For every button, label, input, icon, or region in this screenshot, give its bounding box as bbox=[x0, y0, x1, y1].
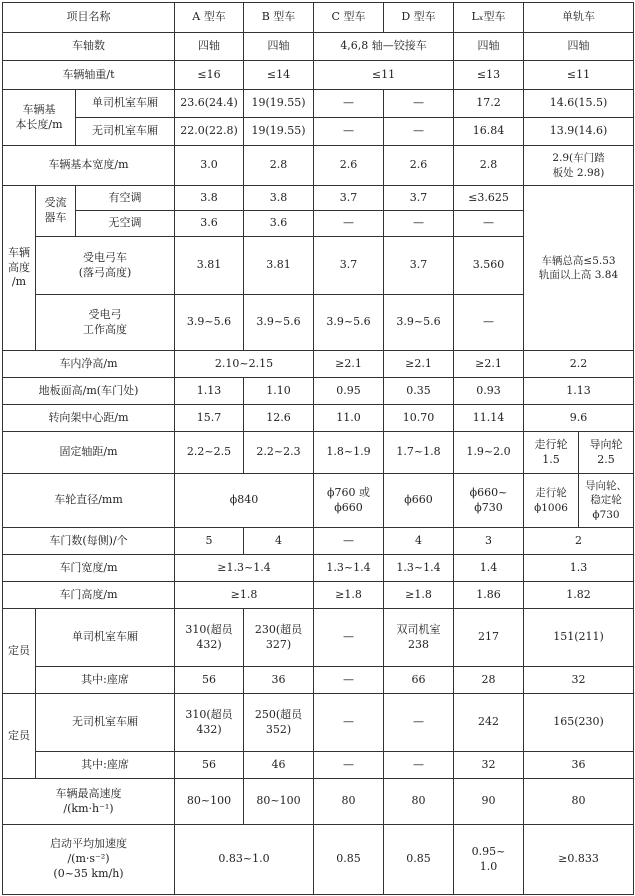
cell: — bbox=[314, 694, 384, 752]
group-label: 车辆 高度 /m bbox=[3, 186, 36, 351]
cell: 0.95~ 1.0 bbox=[454, 825, 524, 895]
cell: 双司机室 238 bbox=[384, 609, 454, 667]
group-label: 车辆基 本长度/m bbox=[3, 90, 76, 146]
cell: ≤13 bbox=[454, 61, 524, 90]
cell: 2.8 bbox=[244, 146, 314, 186]
cell: — bbox=[384, 752, 454, 779]
row-label: 单司机室车厢 bbox=[76, 90, 175, 118]
cell: 32 bbox=[524, 667, 634, 694]
cell: 80 bbox=[524, 779, 634, 825]
header-type-d: D 型车 bbox=[384, 3, 454, 33]
row-label: 其中:座席 bbox=[36, 667, 175, 694]
cell: 151(211) bbox=[524, 609, 634, 667]
table-row bbox=[3, 378, 634, 405]
row-label: 其中:座席 bbox=[36, 752, 175, 779]
cell: 1.4 bbox=[454, 555, 524, 582]
cell: 80 bbox=[384, 779, 454, 825]
cell: 2.6 bbox=[314, 146, 384, 186]
cell: 3.9~5.6 bbox=[175, 295, 244, 351]
cell: — bbox=[314, 528, 384, 555]
cell: 0.83~1.0 bbox=[175, 825, 314, 895]
cell: ≥0.833 bbox=[524, 825, 634, 895]
table-row bbox=[3, 667, 634, 694]
header-type-l: Lₓ型车 bbox=[454, 3, 524, 33]
cell: 80~100 bbox=[175, 779, 244, 825]
cell: 14.6(15.5) bbox=[524, 90, 634, 118]
cell: 165(230) bbox=[524, 694, 634, 752]
cell: 19(19.55) bbox=[244, 90, 314, 118]
cell: 0.93 bbox=[454, 378, 524, 405]
cell: 15.7 bbox=[175, 405, 244, 432]
cell: 13.9(14.6) bbox=[524, 118, 634, 146]
row-label: 转向架中心距/m bbox=[3, 405, 175, 432]
cell: 56 bbox=[175, 752, 244, 779]
cell: 56 bbox=[175, 667, 244, 694]
cell: ≥1.8 bbox=[314, 582, 384, 609]
cell: ϕ760 或 ϕ660 bbox=[314, 474, 384, 528]
row-label: 无空调 bbox=[76, 211, 175, 237]
table-row bbox=[3, 825, 634, 895]
table-row bbox=[3, 33, 634, 61]
cell: 9.6 bbox=[524, 405, 634, 432]
cell: 3.8 bbox=[175, 186, 244, 211]
cell: 3.0 bbox=[175, 146, 244, 186]
row-label: 启动平均加速度 /(m·s⁻²) (0~35 km/h) bbox=[3, 825, 175, 895]
cell: — bbox=[314, 90, 384, 118]
cell: 11.0 bbox=[314, 405, 384, 432]
row-label: 车辆最高速度 /(km·h⁻¹) bbox=[3, 779, 175, 825]
cell: — bbox=[454, 211, 524, 237]
cell: ϕ660 bbox=[384, 474, 454, 528]
header-type-a: A 型车 bbox=[175, 3, 244, 33]
cell: 2.8 bbox=[454, 146, 524, 186]
cell: 2.9(车门踏 板处 2.98) bbox=[524, 146, 634, 186]
cell: 310(超员 432) bbox=[175, 609, 244, 667]
table-row bbox=[3, 555, 634, 582]
cell: 4 bbox=[384, 528, 454, 555]
cell: 1.3~1.4 bbox=[384, 555, 454, 582]
cell: ϕ660~ ϕ730 bbox=[454, 474, 524, 528]
row-label: 有空调 bbox=[76, 186, 175, 211]
row-label: 车辆基本宽度/m bbox=[3, 146, 175, 186]
table-row bbox=[3, 90, 634, 118]
subgroup-label: 受流 器车 bbox=[36, 186, 76, 237]
table-row bbox=[3, 582, 634, 609]
cell: 3.8 bbox=[244, 186, 314, 211]
cell: ≤11 bbox=[524, 61, 634, 90]
cell: 3.7 bbox=[384, 237, 454, 295]
row-label: 单司机室车厢 bbox=[36, 609, 175, 667]
cell: ≤11 bbox=[314, 61, 454, 90]
cell: 3.7 bbox=[384, 186, 454, 211]
header-item: 项目名称 bbox=[3, 3, 175, 33]
cell: — bbox=[314, 118, 384, 146]
row-label: 无司机室车厢 bbox=[76, 118, 175, 146]
row-label: 车门数(每侧)/个 bbox=[3, 528, 175, 555]
group-label: 定员 bbox=[3, 694, 36, 779]
cell: 17.2 bbox=[454, 90, 524, 118]
row-label: 受电弓 工作高度 bbox=[36, 295, 175, 351]
table-row bbox=[3, 186, 634, 211]
cell: 四轴 bbox=[244, 33, 314, 61]
cell: 36 bbox=[524, 752, 634, 779]
cell: — bbox=[314, 211, 384, 237]
cell: 0.35 bbox=[384, 378, 454, 405]
table-row bbox=[3, 779, 634, 825]
cell: 80 bbox=[314, 779, 384, 825]
cell: 5 bbox=[175, 528, 244, 555]
cell: — bbox=[314, 667, 384, 694]
cell: 3.6 bbox=[175, 211, 244, 237]
cell: 3.81 bbox=[244, 237, 314, 295]
cell: ≤3.625 bbox=[454, 186, 524, 211]
cell: 250(超员 352) bbox=[244, 694, 314, 752]
cell: ≥2.1 bbox=[314, 351, 384, 378]
cell: 80~100 bbox=[244, 779, 314, 825]
row-label: 车轴数 bbox=[3, 33, 175, 61]
cell: 217 bbox=[454, 609, 524, 667]
cell: 23.6(24.4) bbox=[175, 90, 244, 118]
cell: 1.86 bbox=[454, 582, 524, 609]
table-row bbox=[3, 351, 634, 378]
row-label: 固定轴距/m bbox=[3, 432, 175, 474]
cell: 1.13 bbox=[175, 378, 244, 405]
cell: 1.7~1.8 bbox=[384, 432, 454, 474]
table-row bbox=[3, 432, 634, 474]
cell: 四轴 bbox=[524, 33, 634, 61]
cell: 2.2 bbox=[524, 351, 634, 378]
table-row bbox=[3, 752, 634, 779]
header-monorail: 单轨车 bbox=[524, 3, 634, 33]
vehicle-spec-table bbox=[2, 2, 634, 895]
table-row bbox=[3, 146, 634, 186]
cell: ≥1.8 bbox=[175, 582, 314, 609]
cell: 导向轮、 稳定轮 ϕ730 bbox=[579, 474, 634, 528]
cell: 11.14 bbox=[454, 405, 524, 432]
cell: 1.13 bbox=[524, 378, 634, 405]
cell: 车辆总高≤5.53 轨面以上高 3.84 bbox=[524, 186, 634, 351]
cell: 310(超员 432) bbox=[175, 694, 244, 752]
cell: 2.6 bbox=[384, 146, 454, 186]
cell: 导向轮 2.5 bbox=[579, 432, 634, 474]
cell: 32 bbox=[454, 752, 524, 779]
cell: 28 bbox=[454, 667, 524, 694]
table-row bbox=[3, 528, 634, 555]
table-row bbox=[3, 609, 634, 667]
cell: 36 bbox=[244, 667, 314, 694]
cell: 1.9~2.0 bbox=[454, 432, 524, 474]
cell: 1.8~1.9 bbox=[314, 432, 384, 474]
row-label: 车辆轴重/t bbox=[3, 61, 175, 90]
cell: 走行轮 1.5 bbox=[524, 432, 579, 474]
cell: ≥2.1 bbox=[454, 351, 524, 378]
table-row bbox=[3, 474, 634, 528]
cell: — bbox=[384, 90, 454, 118]
cell: 3.9~5.6 bbox=[314, 295, 384, 351]
cell: 10.70 bbox=[384, 405, 454, 432]
cell: ≥2.1 bbox=[384, 351, 454, 378]
cell: ≤16 bbox=[175, 61, 244, 90]
row-label: 车门宽度/m bbox=[3, 555, 175, 582]
row-label: 车轮直径/mm bbox=[3, 474, 175, 528]
row-label: 受电弓车 (落弓高度) bbox=[36, 237, 175, 295]
cell: 12.6 bbox=[244, 405, 314, 432]
row-label: 无司机室车厢 bbox=[36, 694, 175, 752]
cell: 90 bbox=[454, 779, 524, 825]
row-label: 车内净高/m bbox=[3, 351, 175, 378]
cell: 3 bbox=[454, 528, 524, 555]
header-type-c: C 型车 bbox=[314, 3, 384, 33]
header-row bbox=[3, 3, 634, 33]
header-type-b: B 型车 bbox=[244, 3, 314, 33]
cell: 46 bbox=[244, 752, 314, 779]
cell: 66 bbox=[384, 667, 454, 694]
cell: 16.84 bbox=[454, 118, 524, 146]
cell: 3.81 bbox=[175, 237, 244, 295]
cell: 四轴 bbox=[175, 33, 244, 61]
cell: 2 bbox=[524, 528, 634, 555]
cell: 22.0(22.8) bbox=[175, 118, 244, 146]
cell: 3.560 bbox=[454, 237, 524, 295]
table-row bbox=[3, 694, 634, 752]
table-row bbox=[3, 118, 634, 146]
cell: — bbox=[314, 752, 384, 779]
group-label: 定员 bbox=[3, 609, 36, 694]
cell: 0.85 bbox=[314, 825, 384, 895]
cell: — bbox=[384, 211, 454, 237]
row-label: 地板面高/m(车门处) bbox=[3, 378, 175, 405]
cell: 2.10~2.15 bbox=[175, 351, 314, 378]
table-row bbox=[3, 61, 634, 90]
cell: ≥1.3~1.4 bbox=[175, 555, 314, 582]
cell: 3.6 bbox=[244, 211, 314, 237]
cell: 3.9~5.6 bbox=[244, 295, 314, 351]
cell: 3.9~5.6 bbox=[384, 295, 454, 351]
cell: 3.7 bbox=[314, 237, 384, 295]
cell: — bbox=[454, 295, 524, 351]
cell: 1.82 bbox=[524, 582, 634, 609]
cell: 走行轮 ϕ1006 bbox=[524, 474, 579, 528]
cell: 0.95 bbox=[314, 378, 384, 405]
cell: 四轴 bbox=[454, 33, 524, 61]
cell: — bbox=[384, 118, 454, 146]
cell: 242 bbox=[454, 694, 524, 752]
cell: 230(超员 327) bbox=[244, 609, 314, 667]
cell: ≤14 bbox=[244, 61, 314, 90]
cell: 1.3~1.4 bbox=[314, 555, 384, 582]
cell: ≥1.8 bbox=[384, 582, 454, 609]
cell: 1.10 bbox=[244, 378, 314, 405]
cell: 4,6,8 轴—铰接车 bbox=[314, 33, 454, 61]
cell: ϕ840 bbox=[175, 474, 314, 528]
cell: — bbox=[314, 609, 384, 667]
cell: 3.7 bbox=[314, 186, 384, 211]
cell: 2.2~2.3 bbox=[244, 432, 314, 474]
cell: 4 bbox=[244, 528, 314, 555]
table-row bbox=[3, 405, 634, 432]
cell: 2.2~2.5 bbox=[175, 432, 244, 474]
cell: 19(19.55) bbox=[244, 118, 314, 146]
cell: 1.3 bbox=[524, 555, 634, 582]
cell: — bbox=[384, 694, 454, 752]
cell: 0.85 bbox=[384, 825, 454, 895]
row-label: 车门高度/m bbox=[3, 582, 175, 609]
